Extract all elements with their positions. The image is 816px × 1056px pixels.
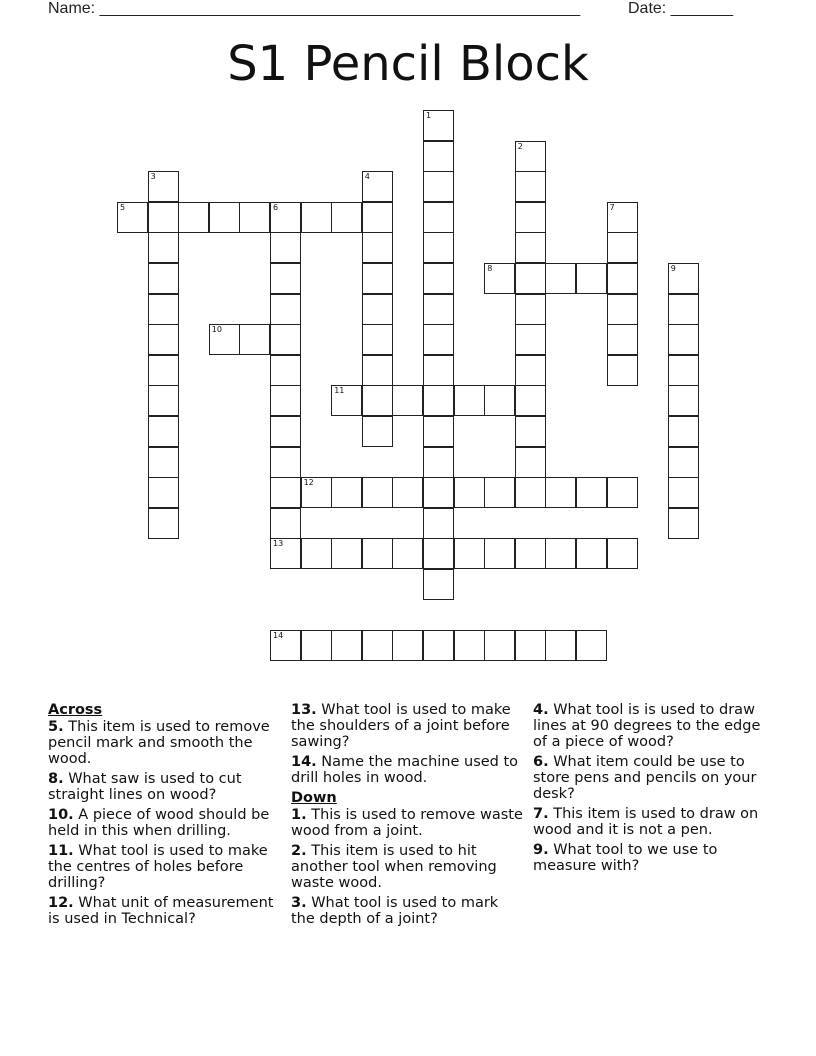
grid-cell[interactable] xyxy=(515,630,546,661)
cell-number: 14 xyxy=(273,631,284,641)
grid-cell[interactable] xyxy=(668,385,699,416)
grid-cell[interactable] xyxy=(484,630,515,661)
grid-cell[interactable] xyxy=(484,385,515,416)
grid-cell[interactable] xyxy=(423,141,454,172)
grid-cell[interactable] xyxy=(545,630,576,661)
grid-cell[interactable] xyxy=(423,110,454,141)
grid-cell[interactable] xyxy=(454,630,485,661)
grid-cell[interactable] xyxy=(423,569,454,600)
page-title: S1 Pencil Block xyxy=(227,36,589,92)
grid-cell[interactable] xyxy=(515,232,546,263)
grid-cell[interactable] xyxy=(362,263,393,294)
grid-cell[interactable] xyxy=(607,232,638,263)
clue-down-6: 6. What item could be use to store pens and pencils on your desk? xyxy=(533,754,757,802)
grid-cell[interactable] xyxy=(668,508,699,539)
grid-cell[interactable] xyxy=(270,630,301,661)
grid-cell[interactable] xyxy=(423,294,454,325)
across-heading: Across xyxy=(48,702,103,718)
clue-down-2: 2. This item is used to hit another tool when removing waste wood. xyxy=(291,843,497,891)
grid-cell[interactable] xyxy=(301,202,332,233)
grid-cell[interactable] xyxy=(239,324,270,355)
grid-cell[interactable] xyxy=(148,171,179,202)
grid-cell[interactable] xyxy=(270,508,301,539)
grid-cell[interactable] xyxy=(392,630,423,661)
grid-cell[interactable] xyxy=(423,263,454,294)
grid-cell[interactable] xyxy=(515,202,546,233)
grid-cell[interactable] xyxy=(148,477,179,508)
grid-cell[interactable] xyxy=(270,232,301,263)
grid-cell[interactable] xyxy=(607,324,638,355)
clue-across-8: 8. What saw is used to cut straight lines on wood? xyxy=(48,771,242,803)
grid-cell[interactable] xyxy=(148,385,179,416)
grid-cell[interactable] xyxy=(607,294,638,325)
grid-cell[interactable] xyxy=(545,477,576,508)
grid-cell[interactable] xyxy=(392,538,423,569)
grid-cell[interactable] xyxy=(423,385,454,416)
grid-cell[interactable] xyxy=(545,538,576,569)
clue-column-3 xyxy=(533,702,765,878)
grid-cell[interactable] xyxy=(454,477,485,508)
grid-cell[interactable] xyxy=(362,324,393,355)
grid-cell[interactable] xyxy=(148,232,179,263)
cell-number: 3 xyxy=(150,172,156,182)
grid-cell[interactable] xyxy=(301,630,332,661)
grid-cell[interactable] xyxy=(668,355,699,386)
grid-cell[interactable] xyxy=(515,294,546,325)
grid-cell[interactable] xyxy=(148,202,179,233)
grid-cell[interactable] xyxy=(515,477,546,508)
cell-number: 10 xyxy=(211,325,222,335)
grid-cell[interactable] xyxy=(148,447,179,478)
grid-cell[interactable] xyxy=(362,385,393,416)
grid-cell[interactable] xyxy=(668,477,699,508)
clue-column-1 xyxy=(48,702,280,931)
grid-cell[interactable] xyxy=(209,324,240,355)
grid-cell[interactable] xyxy=(423,171,454,202)
grid-cell[interactable] xyxy=(270,294,301,325)
cell-number: 11 xyxy=(334,386,345,396)
grid-cell[interactable] xyxy=(576,263,607,294)
grid-cell[interactable] xyxy=(270,324,301,355)
grid-cell[interactable] xyxy=(270,416,301,447)
grid-cell[interactable] xyxy=(668,263,699,294)
grid-cell[interactable] xyxy=(362,294,393,325)
grid-cell[interactable] xyxy=(484,263,515,294)
grid-cell[interactable] xyxy=(423,202,454,233)
grid-cell[interactable] xyxy=(423,324,454,355)
grid-cell[interactable] xyxy=(454,538,485,569)
cell-number: 9 xyxy=(670,264,676,273)
grid-cell[interactable] xyxy=(484,538,515,569)
grid-cell[interactable] xyxy=(362,538,393,569)
grid-cell[interactable] xyxy=(423,477,454,508)
grid-cell[interactable] xyxy=(607,538,638,569)
grid-cell[interactable] xyxy=(392,477,423,508)
grid-cell[interactable] xyxy=(607,202,638,233)
cell-number: 8 xyxy=(487,264,493,273)
grid-cell[interactable] xyxy=(362,202,393,233)
grid-cell[interactable] xyxy=(423,416,454,447)
cell-number: 5 xyxy=(120,202,126,212)
grid-cell[interactable] xyxy=(515,447,546,478)
grid-cell[interactable] xyxy=(301,538,332,569)
clue-down-1: 1. This is used to remove waste wood from a joint. xyxy=(291,807,523,839)
grid-cell[interactable] xyxy=(515,538,546,569)
cell-number: 1 xyxy=(426,111,432,120)
grid-cell[interactable] xyxy=(148,355,179,386)
grid-cell[interactable] xyxy=(607,263,638,294)
grid-cell[interactable] xyxy=(576,538,607,569)
clue-across-12: 12. What unit of measurement is used in Technical? xyxy=(48,895,274,927)
clue-down-9: 9. What tool to we use to measure with? xyxy=(533,842,718,874)
clue-across-14: 14. Name the machine used to drill holes in wood. xyxy=(291,754,519,786)
grid-cell[interactable] xyxy=(148,508,179,539)
clue-across-11: 11. What tool is used to make the centres of holes before drilling? xyxy=(48,843,268,891)
grid-cell[interactable] xyxy=(331,630,362,661)
grid-cell[interactable] xyxy=(607,477,638,508)
grid-cell[interactable] xyxy=(515,385,546,416)
grid-cell[interactable] xyxy=(668,324,699,355)
grid-cell[interactable] xyxy=(331,477,362,508)
grid-cell[interactable] xyxy=(576,630,607,661)
clue-across-5: 5. This item is used to remove pencil mark and smooth the wood. xyxy=(48,719,270,767)
grid-cell[interactable] xyxy=(484,477,515,508)
down-heading: Down xyxy=(291,790,337,806)
grid-cell[interactable] xyxy=(148,324,179,355)
cell-number: 12 xyxy=(303,478,314,488)
grid-cell[interactable] xyxy=(209,202,240,233)
grid-cell[interactable] xyxy=(148,263,179,294)
grid-cell[interactable] xyxy=(515,416,546,447)
grid-cell[interactable] xyxy=(270,355,301,386)
grid-cell[interactable] xyxy=(270,477,301,508)
cell-number: 4 xyxy=(364,172,370,182)
grid-cell[interactable] xyxy=(270,447,301,478)
grid-cell[interactable] xyxy=(270,263,301,294)
grid-cell[interactable] xyxy=(515,141,546,172)
clue-down-4: 4. What tool is is used to draw lines at 90 degrees to the edge of a piece of wood? xyxy=(533,702,761,750)
grid-cell[interactable] xyxy=(668,447,699,478)
grid-cell[interactable] xyxy=(454,385,485,416)
grid-cell[interactable] xyxy=(239,202,270,233)
grid-cell[interactable] xyxy=(362,416,393,447)
grid-cell[interactable] xyxy=(423,538,454,569)
grid-cell[interactable] xyxy=(423,630,454,661)
grid-cell[interactable] xyxy=(362,232,393,263)
grid-cell[interactable] xyxy=(270,202,301,233)
grid-cell[interactable] xyxy=(515,324,546,355)
grid-cell[interactable] xyxy=(576,477,607,508)
cell-number: 13 xyxy=(273,539,284,549)
clue-list xyxy=(48,702,778,962)
grid-cell[interactable] xyxy=(331,538,362,569)
grid-cell[interactable] xyxy=(515,263,546,294)
grid-cell[interactable] xyxy=(270,385,301,416)
grid-cell[interactable] xyxy=(362,477,393,508)
grid-cell[interactable] xyxy=(362,630,393,661)
grid-cell[interactable] xyxy=(362,355,393,386)
grid-cell[interactable] xyxy=(423,508,454,539)
grid-cell[interactable] xyxy=(423,232,454,263)
cell-number: 2 xyxy=(517,141,523,151)
grid-cell[interactable] xyxy=(301,477,332,508)
grid-cell[interactable] xyxy=(515,171,546,202)
grid-cell[interactable] xyxy=(423,447,454,478)
grid-cell[interactable] xyxy=(545,263,576,294)
grid-cell[interactable] xyxy=(331,385,362,416)
clue-across-10: 10. A piece of wood should be held in this when drilling. xyxy=(48,807,270,839)
grid-cell[interactable] xyxy=(117,202,148,233)
grid-cell[interactable] xyxy=(515,355,546,386)
clue-down-3: 3. What tool is used to mark the depth of a joint? xyxy=(291,895,499,927)
cell-number: 6 xyxy=(273,202,279,212)
grid-cell[interactable] xyxy=(148,416,179,447)
name-field-label[interactable]: Name: ______________________________________________________ xyxy=(48,0,581,17)
clue-across-13: 13. What tool is used to make the shoulders of a joint before sawing? xyxy=(291,702,511,750)
grid-cell[interactable] xyxy=(607,355,638,386)
grid-cell[interactable] xyxy=(423,355,454,386)
grid-cell[interactable] xyxy=(270,538,301,569)
grid-cell[interactable] xyxy=(392,385,423,416)
grid-cell[interactable] xyxy=(668,294,699,325)
clue-column-2 xyxy=(291,702,523,931)
grid-cell[interactable] xyxy=(331,202,362,233)
grid-cell[interactable] xyxy=(668,416,699,447)
clue-down-7: 7. This item is used to draw on wood and it is not a pen. xyxy=(533,806,759,838)
date-field-label[interactable]: Date: _______ xyxy=(628,0,733,17)
grid-cell[interactable] xyxy=(362,171,393,202)
grid-cell[interactable] xyxy=(148,294,179,325)
grid-cell[interactable] xyxy=(178,202,209,233)
cell-number: 7 xyxy=(609,202,615,212)
